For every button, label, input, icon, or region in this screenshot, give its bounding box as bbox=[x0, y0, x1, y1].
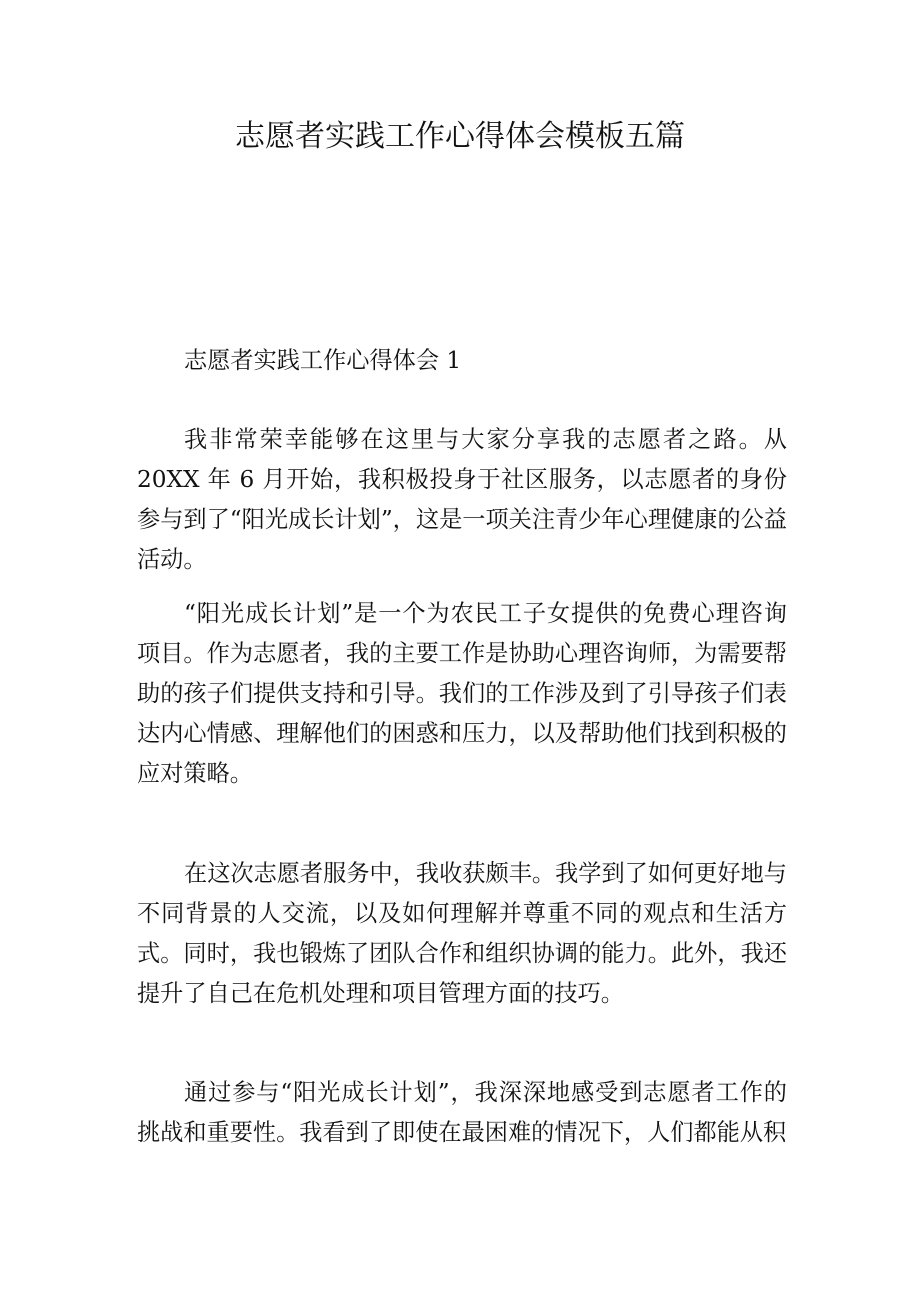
paragraph-1: 我非常荣幸能够在这里与大家分享我的志愿者之路。从 20XX 年 6 月开始，我积极投身于社区服务，以志愿者的身份参与到了“阳光成长计划”，这是一项关注青少年心理健康的公益活动。 bbox=[137, 426, 787, 573]
section-heading: 志愿者实践工作心得体会 1 bbox=[184, 347, 462, 374]
paragraph-2: “阳光成长计划”是一个为农民工子女提供的免费心理咨询项目。作为志愿者，我的主要工作是协助心理咨询师，为需要帮助的孩子们提供支持和引导。我们的工作涉及到了引导孩子们表达内心情感、理解他们的困惑和压力，以及帮助他们找到积极的应对策略。 bbox=[137, 600, 787, 787]
paragraph-3: 在这次志愿者服务中，我收获颇丰。我学到了如何更好地与不同背景的人交流，以及如何理解并尊重不同的观点和生活方式。同时，我也锻炼了团队合作和组织协调的能力。此外，我还提升了自己在危机处理和项目管理方面的技巧。 bbox=[137, 860, 787, 1007]
paragraph-4: 通过参与“阳光成长计划”，我深深地感受到志愿者工作的挑战和重要性。我看到了即使在最困难的情况下，人们都能从积 bbox=[137, 1079, 787, 1146]
document-title: 志愿者实践工作心得体会模板五篇 bbox=[235, 119, 685, 154]
